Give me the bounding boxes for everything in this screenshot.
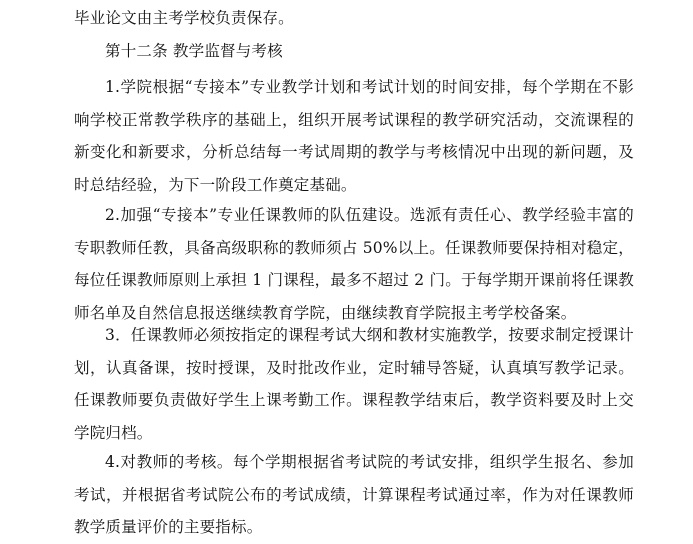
carry-over-line: 毕业论文由主考学校负责保存。 xyxy=(74,9,294,27)
paragraph-3: 3．任课教师必须按指定的课程考试大纲和教材实施教学，按要求制定授课计划，认真备课，按时授课，及时批改作业，定时辅导答疑，认真填写教学记录。任课教师要负责做好学生上课考勤工作。课程教学结束后，教学资料要及时上交学院归档。 xyxy=(74,326,634,442)
paragraph-2: 2.加强“专接本”专业任课教师的队伍建设。选派有责任心、教学经验丰富的专职教师任教，具备高级职称的教师须占 50%以上。任课教师要保持相对稳定，每位任课教师原则上承担 1 门课程，最多不超过 2 门。于每学期开课前将任课教师名单及自然信息报送继续教育学院，由继续教育学院报主考学校备案。 xyxy=(74,206,634,322)
paragraph-1: 1.学院根据“专接本”专业教学计划和考试计划的时间安排，每个学期在不影响学校正常教学秩序的基础上，组织开展考试课程的教学研究活动，交流课程的新变化和新要求，分析总结每一考试周期的教学与考核情况中出现的新问题，及时总结经验，为下一阶段工作奠定基础。 xyxy=(74,78,634,194)
article-heading: 第十二条 教学监督与考核 xyxy=(105,42,283,60)
paragraph-4: 4.对教师的考核。每个学期根据省考试院的考试安排，组织学生报名、参加考试，并根据省考试院公布的考试成绩，计算课程考试通过率，作为对任课教师教学质量评价的主要指标。 xyxy=(74,453,634,536)
